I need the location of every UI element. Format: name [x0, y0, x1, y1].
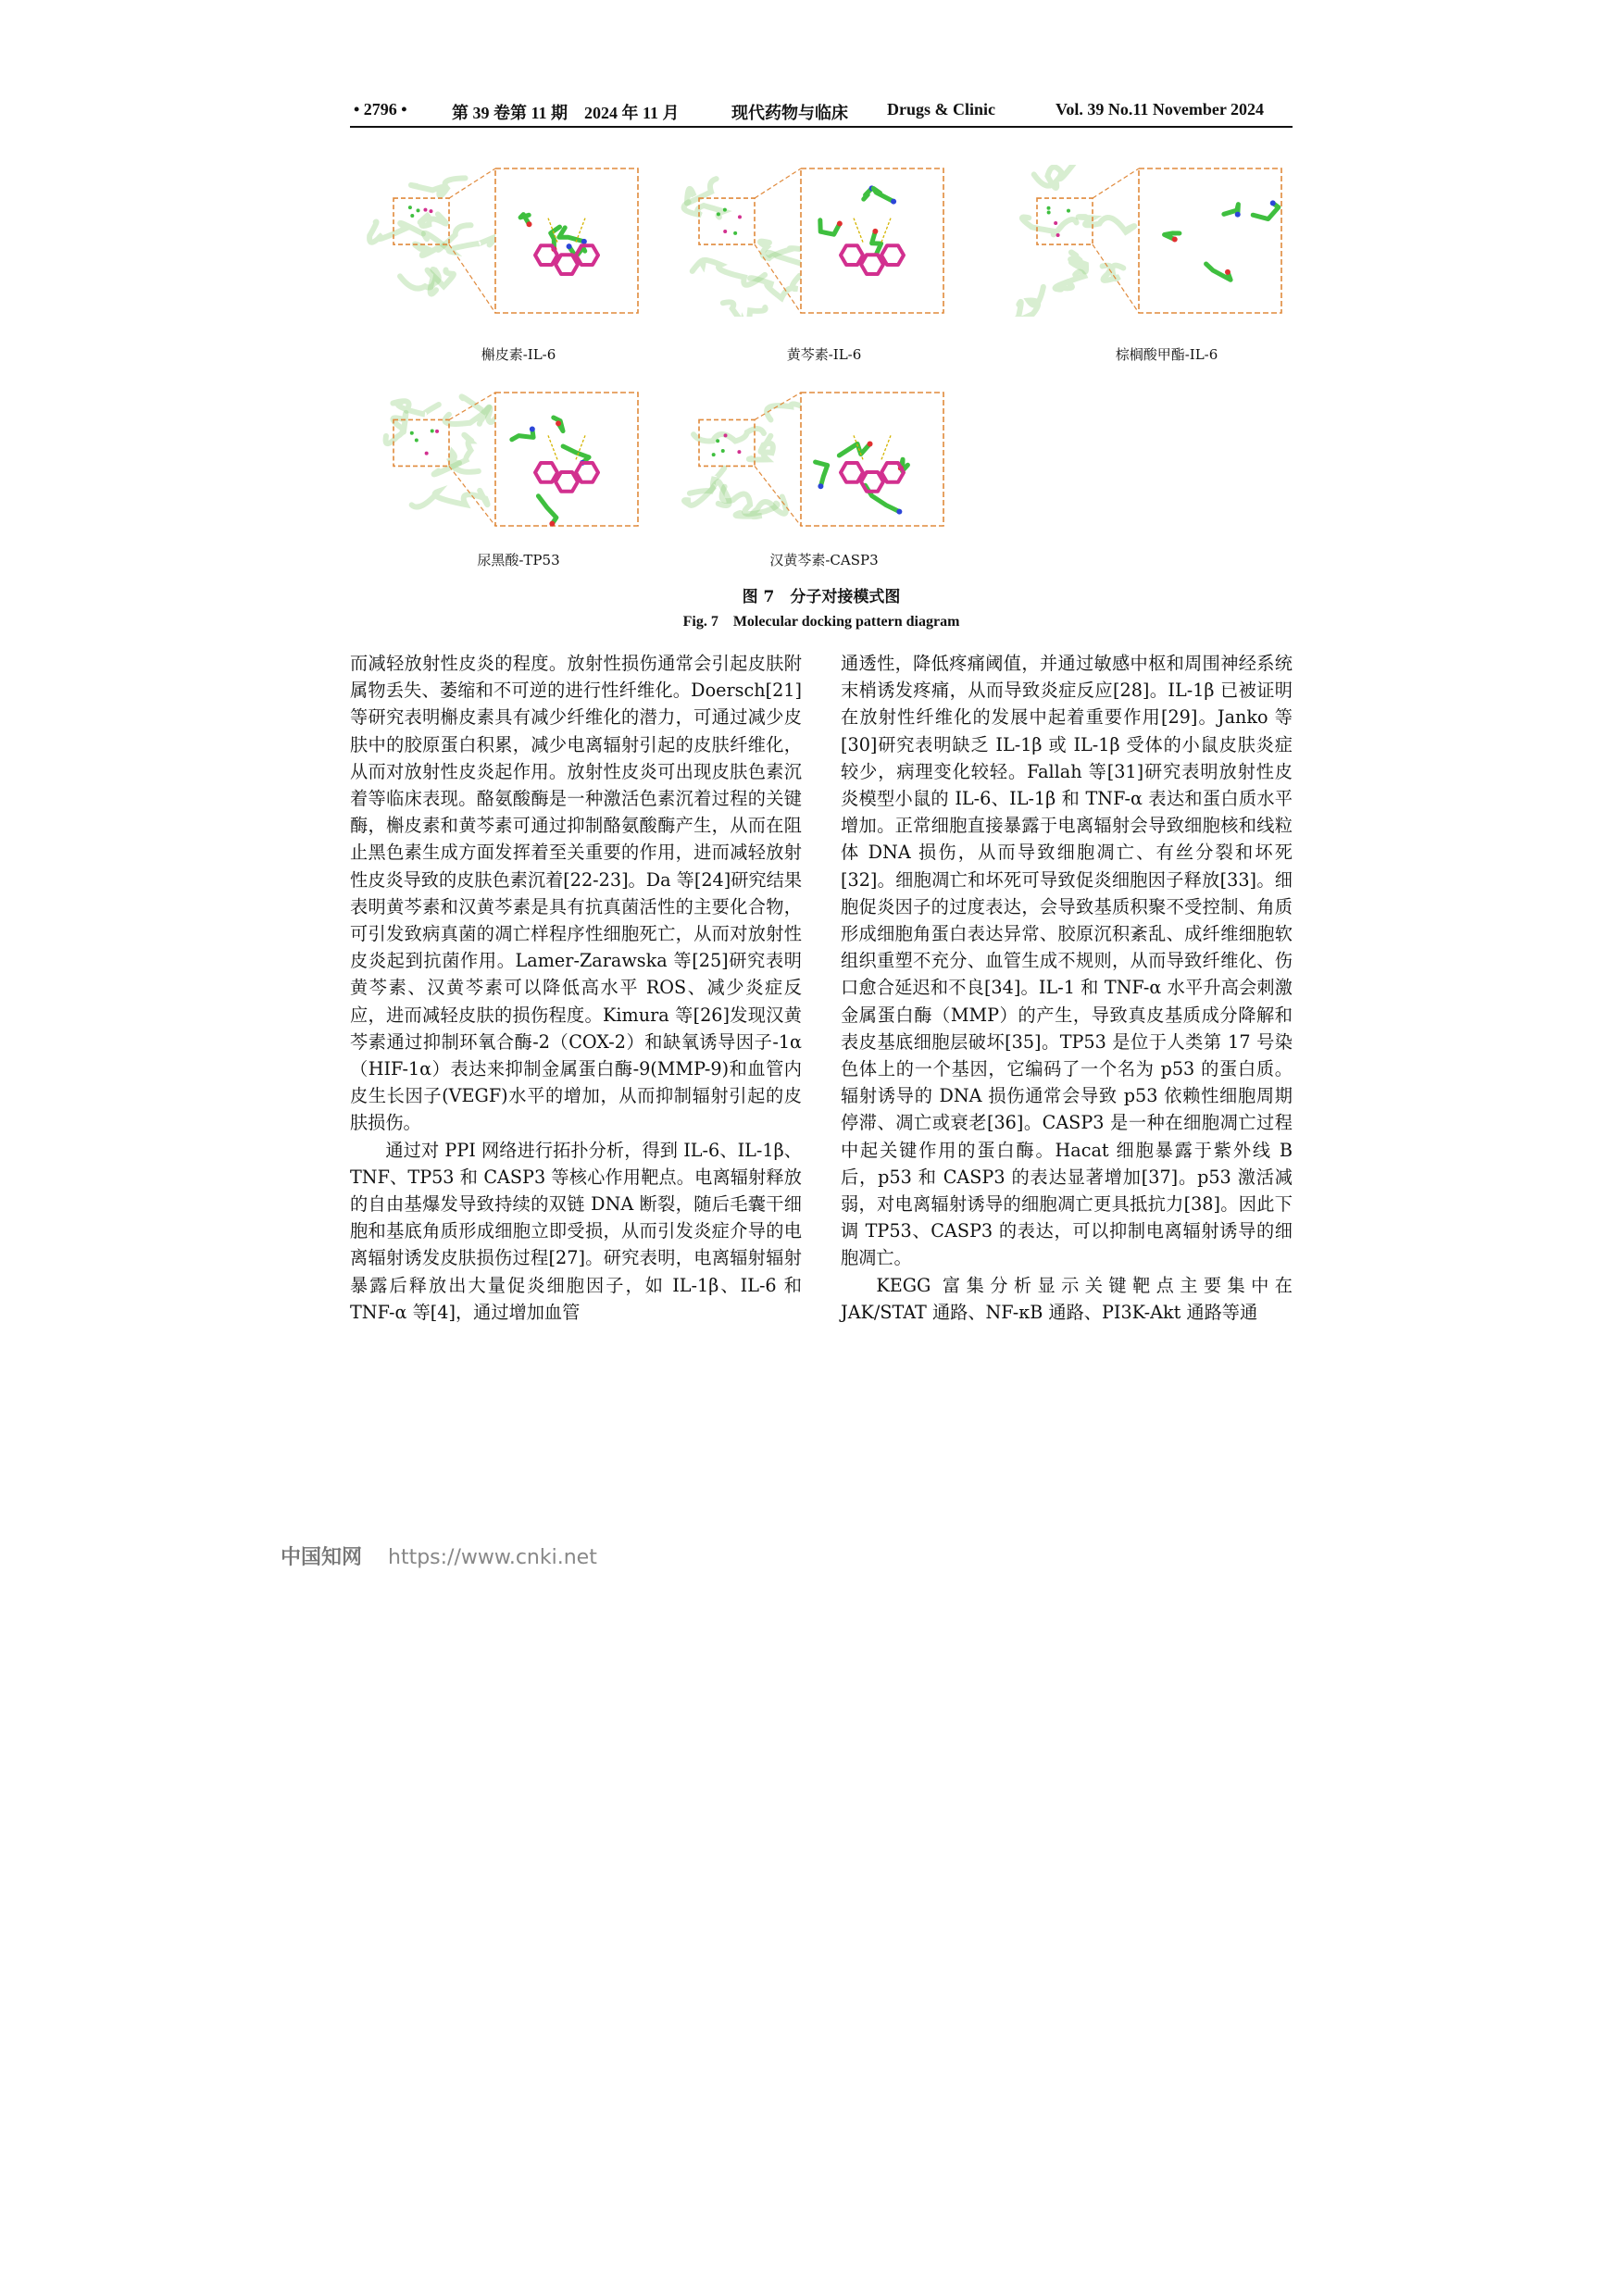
panel-caption-1: 槲皮素-IL-6	[481, 346, 556, 363]
mini-atom	[737, 450, 741, 454]
zoom-connector	[449, 466, 495, 526]
heteroatom	[837, 221, 843, 227]
protein-ribbon	[693, 429, 764, 441]
docking-panel-4	[366, 389, 643, 530]
journal-cn: 现代药物与临床	[731, 104, 848, 122]
left-column	[350, 650, 802, 1326]
panel-caption-5: 汉黄芩素-CASP3	[769, 552, 879, 568]
mini-atom	[423, 208, 427, 212]
heteroatom	[549, 521, 555, 527]
protein-ribbon	[687, 179, 717, 203]
heteroatom	[556, 420, 561, 426]
mini-atom	[712, 453, 716, 456]
protein-ribbon	[428, 269, 454, 293]
protein-ribbon	[1034, 165, 1075, 188]
heteroatom	[581, 239, 587, 244]
mini-atom	[716, 439, 719, 443]
docking-image	[366, 389, 643, 530]
paragraph: 通透性，降低疼痛阈值，并通过敏感中枢和周围神经系统末梢诱发疼痛，从而导致炎症反应[28]。IL-1β 已被证明在放射性纤维化的发展中起着重要作用[29]。Janko 等[30]研究表明缺乏 IL-1β 或 IL-1β 受体的小鼠皮肤炎症较少，病理变化较轻。Fallah 等[31]研究表明放射性皮炎模型小鼠的 IL-6、IL-1β 和 TNF-α 表达和蛋白质水平增加。正常细胞直接暴露于电离辐射会导致细胞核和线粒体 DNA 损伤，从而导致细胞凋亡、有丝分裂和坏死[32]。细胞凋亡和坏死可导致促炎细胞因子释放[33]。细胞促炎因子的过度表达，会导致基质积聚不受控制、角质形成细胞角蛋白表达异常、胶原沉积紊乱、成纤维细胞软组织重塑不充分、血管生成不规则，从而导致纤维化、伤口愈合延迟和不良[34]。IL-1 和 TNF-α 水平升高会刺激金属蛋白酶（MMP）的产生，导致真皮基质成分降解和表皮基底细胞层破坏[35]。TP53 是位于人类第 17 号染色体上的一个基因，它编码了一个名为 p53 的蛋白质。辐射诱导的 DNA 损伤通常会导致 p53 依赖性细胞周期停滞、凋亡或衰老[36]。CASP3 是一种在细胞凋亡过程中起关键作用的蛋白酶。Hacat 细胞暴露于紫外线 B 后，p53 和 CASP3 的表达显著增加[37]。p53 激活减弱，对电离辐射诱导的细胞凋亡更具抵抗力[38]。因此下调 TP53、CASP3 的表达，可以抑制电离辐射诱导的细胞凋亡。	[841, 653, 1293, 1269]
protein-ribbon	[1079, 217, 1134, 231]
heteroatom	[891, 199, 896, 205]
protein-ribbon	[1016, 287, 1043, 317]
docking-image	[671, 165, 949, 317]
protein-ribbon	[1103, 266, 1124, 281]
mini-atom	[724, 433, 728, 437]
paragraph: KEGG 富集分析显示关键靶点主要集中在 JAK/STAT 通路、NF-κB 通路、PI3K-Akt 通路等通	[841, 1274, 1293, 1323]
mini-atom	[429, 209, 432, 213]
heteroatom	[1172, 237, 1178, 243]
heteroatom	[872, 229, 878, 234]
zoom-connector	[1093, 168, 1139, 198]
mini-atom	[410, 431, 414, 435]
mini-atom	[1054, 221, 1057, 225]
issue-en: Vol. 39 No.11 November 2024	[1056, 100, 1264, 119]
protein-ribbon	[1022, 218, 1077, 235]
panel-caption-2: 黄芩素-IL-6	[786, 346, 862, 363]
right-column	[841, 650, 1293, 1326]
mini-atom	[410, 214, 414, 218]
cnki-logo-text: 中国知网	[281, 1546, 363, 1569]
mini-atom	[733, 231, 737, 235]
zoom-connector	[449, 168, 495, 198]
mini-atom	[738, 215, 742, 218]
heteroatom	[868, 441, 873, 446]
protein-ribbon	[420, 214, 446, 226]
running-header	[350, 96, 1293, 128]
protein-ribbon	[412, 491, 488, 507]
protein-ribbon	[1056, 272, 1085, 290]
zoom-box	[801, 393, 943, 526]
mini-atom	[1056, 233, 1060, 237]
mini-atom	[431, 429, 434, 432]
protein-ribbon	[369, 222, 423, 243]
issue-cn: 第 39 卷第 11 期 2024 年 11 月	[452, 104, 680, 122]
figure-caption-en: Fig. 7 Molecular docking pattern diagram	[682, 614, 960, 630]
panel-caption-4: 尿黑酸-TP53	[477, 552, 560, 568]
heteroatom	[530, 426, 535, 431]
protein-ribbon	[723, 302, 766, 317]
protein-ribbon	[386, 413, 406, 443]
mini-atom	[1047, 211, 1051, 215]
heteroatom	[527, 221, 532, 227]
docking-image	[1009, 165, 1287, 317]
mini-atom	[717, 212, 720, 216]
protein-ribbon	[393, 401, 438, 414]
heteroatom	[567, 243, 572, 249]
heteroatom	[1225, 269, 1230, 275]
figure-caption-cn: 图 7 分子对接模式图	[742, 588, 901, 606]
docking-panel-2	[671, 165, 949, 317]
panel-caption-3: 棕榈酸甲酯-IL-6	[1115, 346, 1218, 363]
zoom-connector	[755, 168, 801, 198]
protein-ribbon	[684, 468, 724, 505]
mini-atom	[417, 208, 420, 212]
mini-atom	[721, 449, 725, 453]
docking-image	[671, 389, 949, 530]
paragraph: 而减轻放射性皮炎的程度。放射性损伤通常会引起皮肤附属物丢失、萎缩和不可逆的进行性纤维化。Doersch[21]等研究表明槲皮素具有减少纤维化的潜力，可通过减少皮肤中的胶原蛋白积累，减少电离辐射引起的皮肤纤维化，从而对放射性皮炎起作用。放射性皮炎可出现皮肤色素沉着等临床表现。酪氨酸酶是一种激活色素沉着过程的关键酶，槲皮素和黄芩素可通过抑制酪氨酸酶产生，从而在阻止黑色素生成方面发挥着至关重要的作用，进而减轻放射性皮炎导致的皮肤色素沉着[22-23]。Da 等[24]研究结果表明黄芩素和汉黄芩素是具有抗真菌活性的主要化合物，可引发致病真菌的凋亡样程序性细胞死亡，从而对放射性皮炎起到抗菌作用。Lamer-Zarawska 等[25]研究表明黄芩素、汉黄芩素可以降低高水平 ROS、减少炎症反应，进而减轻皮肤的损伤程度。Kimura 等[26]发现汉黄芩素通过抑制环氧合酶-2（COX-2）和缺氧诱导因子-1α（HIF-1α）表达来抑制金属蛋白酶-9(MMP-9)和血管内皮生长因子(VEGF)水平的增加，从而抑制辐射引起的皮肤损伤。	[350, 653, 802, 1134]
docking-panel-1	[366, 165, 643, 317]
mini-atom	[435, 430, 439, 433]
cnki-watermark	[281, 1541, 597, 1570]
cnki-url: https://www.cnki.net	[388, 1546, 597, 1569]
mini-atom	[415, 439, 418, 443]
heteroatom	[1235, 212, 1241, 218]
journal-en: Drugs & Clinic	[887, 100, 995, 119]
mini-atom	[1047, 206, 1051, 210]
paragraph: 通过对 PPI 网络进行拓扑分析，得到 IL-6、IL-1β、TNF、TP53 和 CASP3 等核心作用靶点。电离辐射释放的自由基爆发导致持续的双链 DNA 断裂，随后毛囊干细胞和基底角质形成细胞立即受损，从而引发炎症介导的电离辐射诱发皮肤损伤过程[27]。研究表明，电离辐射辐射暴露后释放出大量促炎细胞因子，如 IL-1β、IL-6 和 TNF-α 等[4]，通过增加血管	[350, 1139, 802, 1323]
docking-image	[366, 165, 643, 317]
protein-ribbon	[1070, 252, 1086, 271]
mini-atom	[723, 230, 727, 233]
page-number: • 2796 •	[354, 100, 407, 119]
protein-ribbon	[693, 260, 765, 285]
mini-atom	[408, 206, 412, 209]
zoom-box	[1139, 168, 1281, 313]
heteroatom	[896, 509, 902, 515]
protein-ribbon	[415, 225, 471, 256]
docking-panel-3	[1009, 165, 1287, 317]
zoom-box	[495, 393, 638, 526]
docking-panel-5	[671, 389, 949, 530]
heteroatom	[1270, 200, 1276, 206]
protein-ribbon	[749, 436, 773, 460]
heteroatom	[818, 483, 823, 489]
mini-atom	[723, 208, 727, 212]
zoom-connector	[1093, 244, 1139, 313]
mini-atom	[1067, 209, 1070, 213]
mini-atom	[425, 452, 429, 455]
zoom-box	[495, 168, 638, 313]
